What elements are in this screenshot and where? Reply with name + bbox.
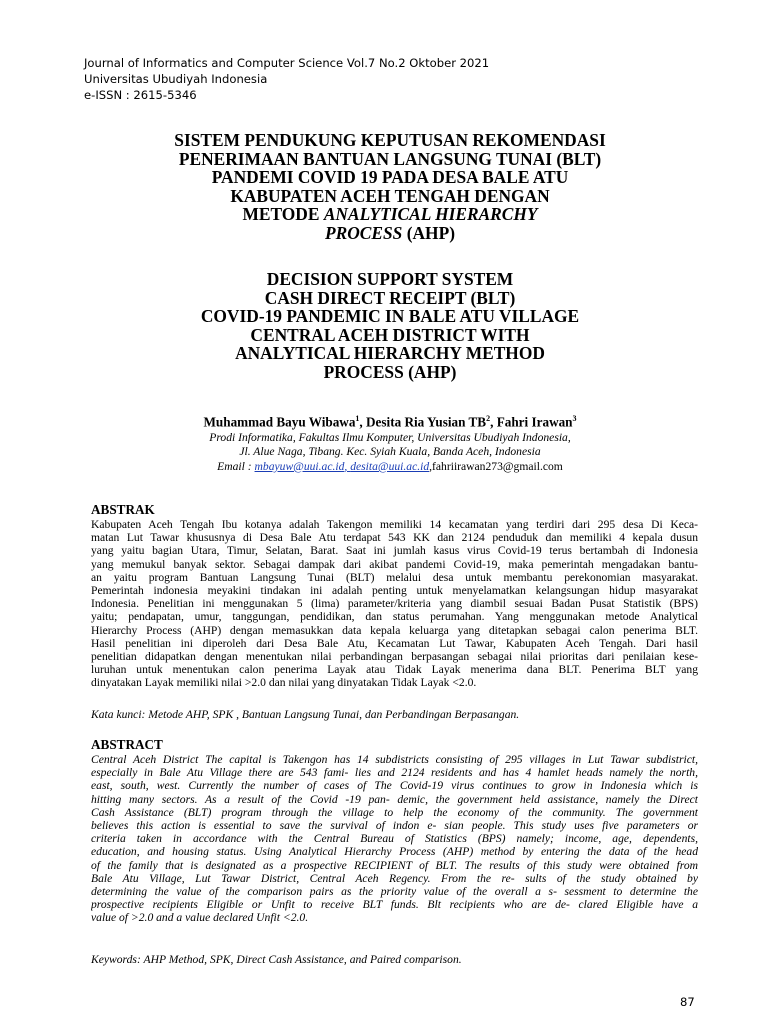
abstrak-line: Indonesia. Penelitian ini menggunakan 5 (lima) parameter/kriteria yang diambil sesuai Badan Pusat Statistik (BPS) <box>91 597 698 611</box>
title-id-italic: ANALYTICAL HIERARCHY <box>323 204 538 225</box>
abstract-body <box>91 753 698 924</box>
affiliation-line: Prodi Informatika, Fakultas Ilmu Komputer, Universitas Ubudiyah Indonesia, <box>209 431 571 444</box>
email-link[interactable]: desita@uui.ac.id <box>350 459 430 473</box>
journal-title-line: Journal of Informatics and Computer Science Vol.7 No.2 Oktober 2021 <box>84 56 490 70</box>
title-en-line: CASH DIRECT RECEIPT (BLT) <box>264 287 516 308</box>
page-number: 87 <box>680 995 695 1009</box>
abstrak-line: an yaitu program Bantuan Langsung Tunai (BLT) melalui desa untuk membantu perekonomian masyarakat. <box>91 570 698 584</box>
abstract-line: Central Aceh District The capital is Takengon has 14 subdistricts consisting of 295 villages in Lut Tawar subdistrict, <box>91 753 698 766</box>
title-en-line: CENTRAL ACEH DISTRICT WITH <box>250 324 530 345</box>
title-en-line: ANALYTICAL HIERARCHY METHOD <box>235 343 545 364</box>
abstract-heading: ABSTRACT <box>91 737 163 752</box>
abstrak-line: Kabupaten Aceh Tengah Ibu kotanya adalah Takengon memiliki 14 kecamatan yang terdiri dari 295 desa Di Keca- <box>91 518 698 531</box>
title-id-line: SISTEM PENDUKUNG KEPUTUSAN REKOMENDASI <box>174 130 606 150</box>
journal-issn-line: e-ISSN : 2615-5346 <box>84 88 197 102</box>
abstract-line: hitting many sectors. As a result of the Covid -19 pan- demic, the government held assistance, namely the Direct <box>91 792 698 806</box>
affiliation-address: Jl. Alue Naga, Tibang. Kec. Syiah Kuala, Banda Aceh, Indonesia <box>239 445 541 459</box>
email-separator: , <box>344 459 351 473</box>
abstrak-line: luruhan untuk menentukan calon penerima Layak atau Tidak Layak menerima dana BLT. Penerima BLT yang <box>91 663 698 677</box>
title-en-line: COVID-19 PANDEMIC IN BALE ATU VILLAGE <box>200 306 580 327</box>
title-en-line: DECISION SUPPORT SYSTEM <box>266 269 514 289</box>
email-plain: ,fahriirawan273@gmail.com <box>429 459 563 473</box>
abstrak-line: yang yaitu bagian Utara, Timur, Selatan, Barat. Saat ini jumlah kasus virus Covid-19 terus bertambah di Indonesia <box>91 544 698 558</box>
author-affiliation-mark: 3 <box>572 414 577 423</box>
title-id-line: KABUPATEN ACEH TENGAH DENGAN <box>230 185 550 206</box>
kata-kunci: Kata kunci: Metode AHP, SPK , Bantuan Langsung Tunai, dan Perbandingan Berpasangan. <box>91 708 520 721</box>
author-separator: , <box>490 414 497 430</box>
author-name: Desita Ria Yusian TB <box>366 414 487 430</box>
title-id-italic: PROCESS <box>325 222 403 243</box>
abstrak-body <box>91 518 698 689</box>
paper-title-indonesian <box>90 131 690 243</box>
author-affiliation-mark: 2 <box>486 414 491 423</box>
paper-title-english <box>90 270 690 382</box>
abstrak-line: matan Lut Tawar khususnya di Desa Bale Atu terdapat 543 KK dan 2124 penduduk dan memiliki 4 kepala dusun <box>91 531 698 545</box>
author-name: Fahri Irawan <box>496 414 573 430</box>
title-en-line: PROCESS (AHP) <box>323 361 457 382</box>
abstract-line: determining the value of the comparison pairs as the priority value of the overall a s- sessment to determine the <box>91 884 698 898</box>
email-label: Email : <box>217 459 255 473</box>
abstract-line: Bale Atu Village, Lut Tawar District, Central Aceh Regency. From the re- sults of the study obtained by <box>91 871 698 885</box>
keywords: Keywords: AHP Method, SPK, Direct Cash Assistance, and Paired comparison. <box>91 953 462 966</box>
title-id-prefix: METODE <box>242 204 324 225</box>
abstract-line: east, south, west. Currently the number of cases of The Covid-19 virus continues to grow in Indonesia which is <box>91 779 698 793</box>
author-list <box>90 411 690 430</box>
abstrak-line: dinyatakan Layak memiliki nilai >2.0 dan nilai yang dinyatakan Tidak Layak <2.0. <box>91 676 477 690</box>
abstrak-line: Hierarchy Process (AHP) dengan memasukkan data kepala keluarga yang ditetapkan sebagai calon penerima BLT. <box>91 623 698 637</box>
abstract-line: believes this action is essential to save the survival of indon e- sian people. This study uses five parameters or <box>91 818 698 832</box>
abstrak-line: yaitu; pendapatan, umur, tanggungan, pendidikan, dan status perumahan. Yang menggunakan metode Analytical <box>91 610 698 624</box>
abstrak-line: Pemerintah indonesia meyakini tindakan ini adalah penting untuk menyelamatkan kelangsungan hidup masyarakat <box>91 583 698 597</box>
abstrak-heading: ABSTRAK <box>91 502 155 517</box>
author-separator: , <box>359 414 367 430</box>
abstract-line: education, and housing status. Using Analytical Hierarchy Process (AHP) method by entering the data of the head <box>91 845 698 859</box>
affiliation-block <box>90 431 690 474</box>
title-id-line: PANDEMI COVID 19 PADA DESA BALE ATU <box>211 167 569 188</box>
abstrak-line: yang memukul banyak sektor. Sebagai dampak dari akibat pandemi Covid-19, maka pemerintah mengadakan bantu- <box>91 557 698 571</box>
author-name: Muhammad Bayu Wibawa <box>203 414 356 430</box>
email-link[interactable]: mbayuw@uui.ac.id <box>254 459 345 473</box>
title-id-line: PENERIMAAN BANTUAN LANGSUNG TUNAI (BLT) <box>178 148 602 169</box>
journal-header <box>84 55 489 103</box>
abstrak-line: Hasil penelitian ini diperoleh dari Desa Bale Atu, Kecamatan Lut Tawar, Kabupaten Aceh Tengah. Dari hasil <box>91 636 698 650</box>
abstract-line: criteria taken in accordance with the Central Bureau of Statistics (BPS) namely; income, age, dependents, <box>91 832 698 846</box>
affiliation-emails <box>90 460 690 474</box>
journal-university-line: Universitas Ubudiyah Indonesia <box>84 72 268 86</box>
title-id-line <box>90 224 690 243</box>
abstract-line: especially in Bale Atu Village there are 543 fami- lies and 2124 residents and has 4 hamlet heads namely the north, <box>91 766 698 780</box>
title-id-line <box>90 205 690 224</box>
title-id-suffix: (AHP) <box>402 222 455 243</box>
abstract-line: Cash Assistance (BLT) program through the village to help the economy of the community. The government <box>91 805 698 819</box>
abstract-line: value of >2.0 and a value declared Unfit <2.0. <box>91 911 309 925</box>
abstract-line: of the family that is designated as a prospective RECIPIENT of BLT. The results of this study were obtained from <box>91 858 698 872</box>
author-affiliation-mark: 1 <box>355 414 360 423</box>
abstrak-line: penelitian didapatkan dengan menentukan nilai perbandingan berpasangan sebagai nilai prioritas dari penilaian kese- <box>91 649 698 663</box>
abstract-line: prospective recipients Eligible or Unfit to receive BLT funds. Blt recipients who are de- clared Eligible have a <box>91 898 698 912</box>
